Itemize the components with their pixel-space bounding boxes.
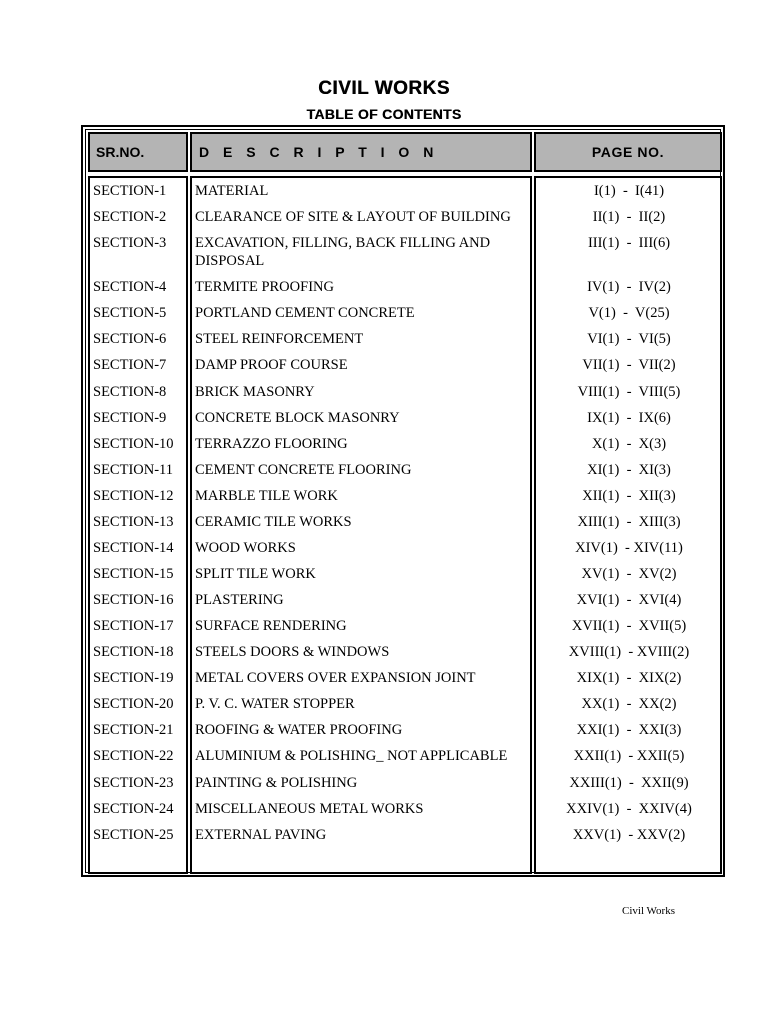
section-description: SURFACE RENDERING — [195, 618, 347, 634]
section-number: SECTION-20 — [93, 696, 174, 712]
section-number: SECTION-3 — [93, 235, 167, 251]
section-description: PAINTING & POLISHING — [195, 775, 358, 791]
section-number: SECTION-7 — [93, 357, 167, 373]
section-description: PLASTERING — [195, 592, 284, 608]
toc-table-inner-frame — [85, 129, 721, 873]
section-page-range: II(1) - II(2) — [592, 209, 666, 225]
section-description: SPLIT TILE WORK — [195, 566, 316, 582]
section-number: SECTION-17 — [93, 618, 174, 634]
section-description: EXTERNAL PAVING — [195, 827, 327, 843]
section-number: SECTION-25 — [93, 827, 174, 843]
section-number: SECTION-22 — [93, 748, 174, 764]
section-description: CERAMIC TILE WORKS — [195, 514, 352, 530]
section-page-range: XV(1) - XV(2) — [581, 566, 677, 582]
section-number: SECTION-9 — [93, 410, 167, 426]
section-page-range: X(1) - X(3) — [591, 436, 667, 452]
section-description: P. V. C. WATER STOPPER — [195, 696, 355, 712]
section-description: PORTLAND CEMENT CONCRETE — [195, 305, 415, 321]
section-description: MISCELLANEOUS METAL WORKS — [195, 801, 424, 817]
document-subtitle: TABLE OF CONTENTS — [306, 106, 462, 122]
section-description: MARBLE TILE WORK — [195, 488, 338, 504]
header-description: D E S C R I P T I O N — [190, 132, 532, 172]
section-description: TERMITE PROOFING — [195, 279, 334, 295]
section-page-range: III(1) - III(6) — [587, 235, 671, 251]
section-number: SECTION-21 — [93, 722, 174, 738]
section-page-range: XIX(1) - XIX(2) — [576, 670, 682, 686]
section-number: SECTION-2 — [93, 209, 167, 225]
section-description: BRICK MASONRY — [195, 384, 315, 400]
section-page-range: XIII(1) - XIII(3) — [577, 514, 681, 530]
section-description: ALUMINIUM & POLISHING_ NOT APPLICABLE — [195, 748, 508, 764]
section-number: SECTION-13 — [93, 514, 174, 530]
section-page-range: IV(1) - IV(2) — [587, 279, 671, 295]
document-title: CIVIL WORKS — [318, 78, 450, 99]
section-number: SECTION-18 — [93, 644, 174, 660]
section-number: SECTION-14 — [93, 540, 174, 556]
section-number: SECTION-5 — [93, 305, 167, 321]
section-number: SECTION-1 — [93, 183, 167, 199]
section-page-range: VI(1) - VI(5) — [587, 331, 671, 347]
section-description: EXCAVATION, FILLING, BACK FILLING AND DISPOSAL — [195, 235, 491, 269]
section-number: SECTION-15 — [93, 566, 174, 582]
section-page-range: XXIII(1) - XXII(9) — [569, 775, 689, 791]
section-page-range: VIII(1) - VIII(5) — [577, 384, 681, 400]
section-number: SECTION-16 — [93, 592, 174, 608]
section-page-range: VII(1) - VII(2) — [582, 357, 676, 373]
section-description: DAMP PROOF COURSE — [195, 357, 348, 373]
section-description: STEELS DOORS & WINDOWS — [195, 644, 390, 660]
section-description: STEEL REINFORCEMENT — [195, 331, 364, 347]
section-page-range: XX(1) - XX(2) — [581, 696, 677, 712]
section-page-range: XII(1) - XII(3) — [582, 488, 676, 504]
section-description: MATERIAL — [195, 183, 269, 199]
section-page-range: XVIII(1) - XVIII(2) — [568, 644, 690, 660]
section-number: SECTION-11 — [93, 462, 174, 478]
section-number: SECTION-8 — [93, 384, 167, 400]
section-page-range: XXIV(1) - XXIV(4) — [566, 801, 692, 817]
section-page-range: XIV(1) - XIV(11) — [575, 540, 683, 556]
toc-table — [81, 125, 725, 877]
section-number: SECTION-6 — [93, 331, 167, 347]
section-page-range: XXII(1) - XXII(5) — [573, 748, 685, 764]
section-page-range: XI(1) - XI(3) — [587, 462, 671, 478]
section-page-range: I(1) - I(41) — [593, 183, 665, 199]
section-description: TERRAZZO FLOORING — [195, 436, 348, 452]
section-page-range: XVII(1) - XVII(5) — [571, 618, 687, 634]
section-description: WOOD WORKS — [195, 540, 296, 556]
section-description: METAL COVERS OVER EXPANSION JOINT — [195, 670, 476, 686]
section-number: SECTION-10 — [93, 436, 174, 452]
section-number: SECTION-19 — [93, 670, 174, 686]
section-page-range: XXV(1) - XXV(2) — [572, 827, 686, 843]
section-description: ROOFING & WATER PROOFING — [195, 722, 403, 738]
section-number: SECTION-4 — [93, 279, 167, 295]
header-srno: SR.NO. — [88, 132, 188, 172]
section-page-range: V(1) - V(25) — [588, 305, 670, 321]
section-page-range: XVI(1) - XVI(4) — [576, 592, 682, 608]
header-page-no: PAGE NO. — [534, 132, 722, 172]
section-description: CLEARANCE OF SITE & LAYOUT OF BUILDING — [195, 209, 511, 225]
section-number: SECTION-12 — [93, 488, 174, 504]
section-page-range: IX(1) - IX(6) — [587, 410, 671, 426]
section-number: SECTION-24 — [93, 801, 174, 817]
section-number: SECTION-23 — [93, 775, 174, 791]
section-description: CEMENT CONCRETE FLOORING — [195, 462, 412, 478]
page-footer: Civil Works — [622, 905, 676, 917]
section-description: CONCRETE BLOCK MASONRY — [195, 410, 400, 426]
section-page-range: XXI(1) - XXI(3) — [576, 722, 682, 738]
